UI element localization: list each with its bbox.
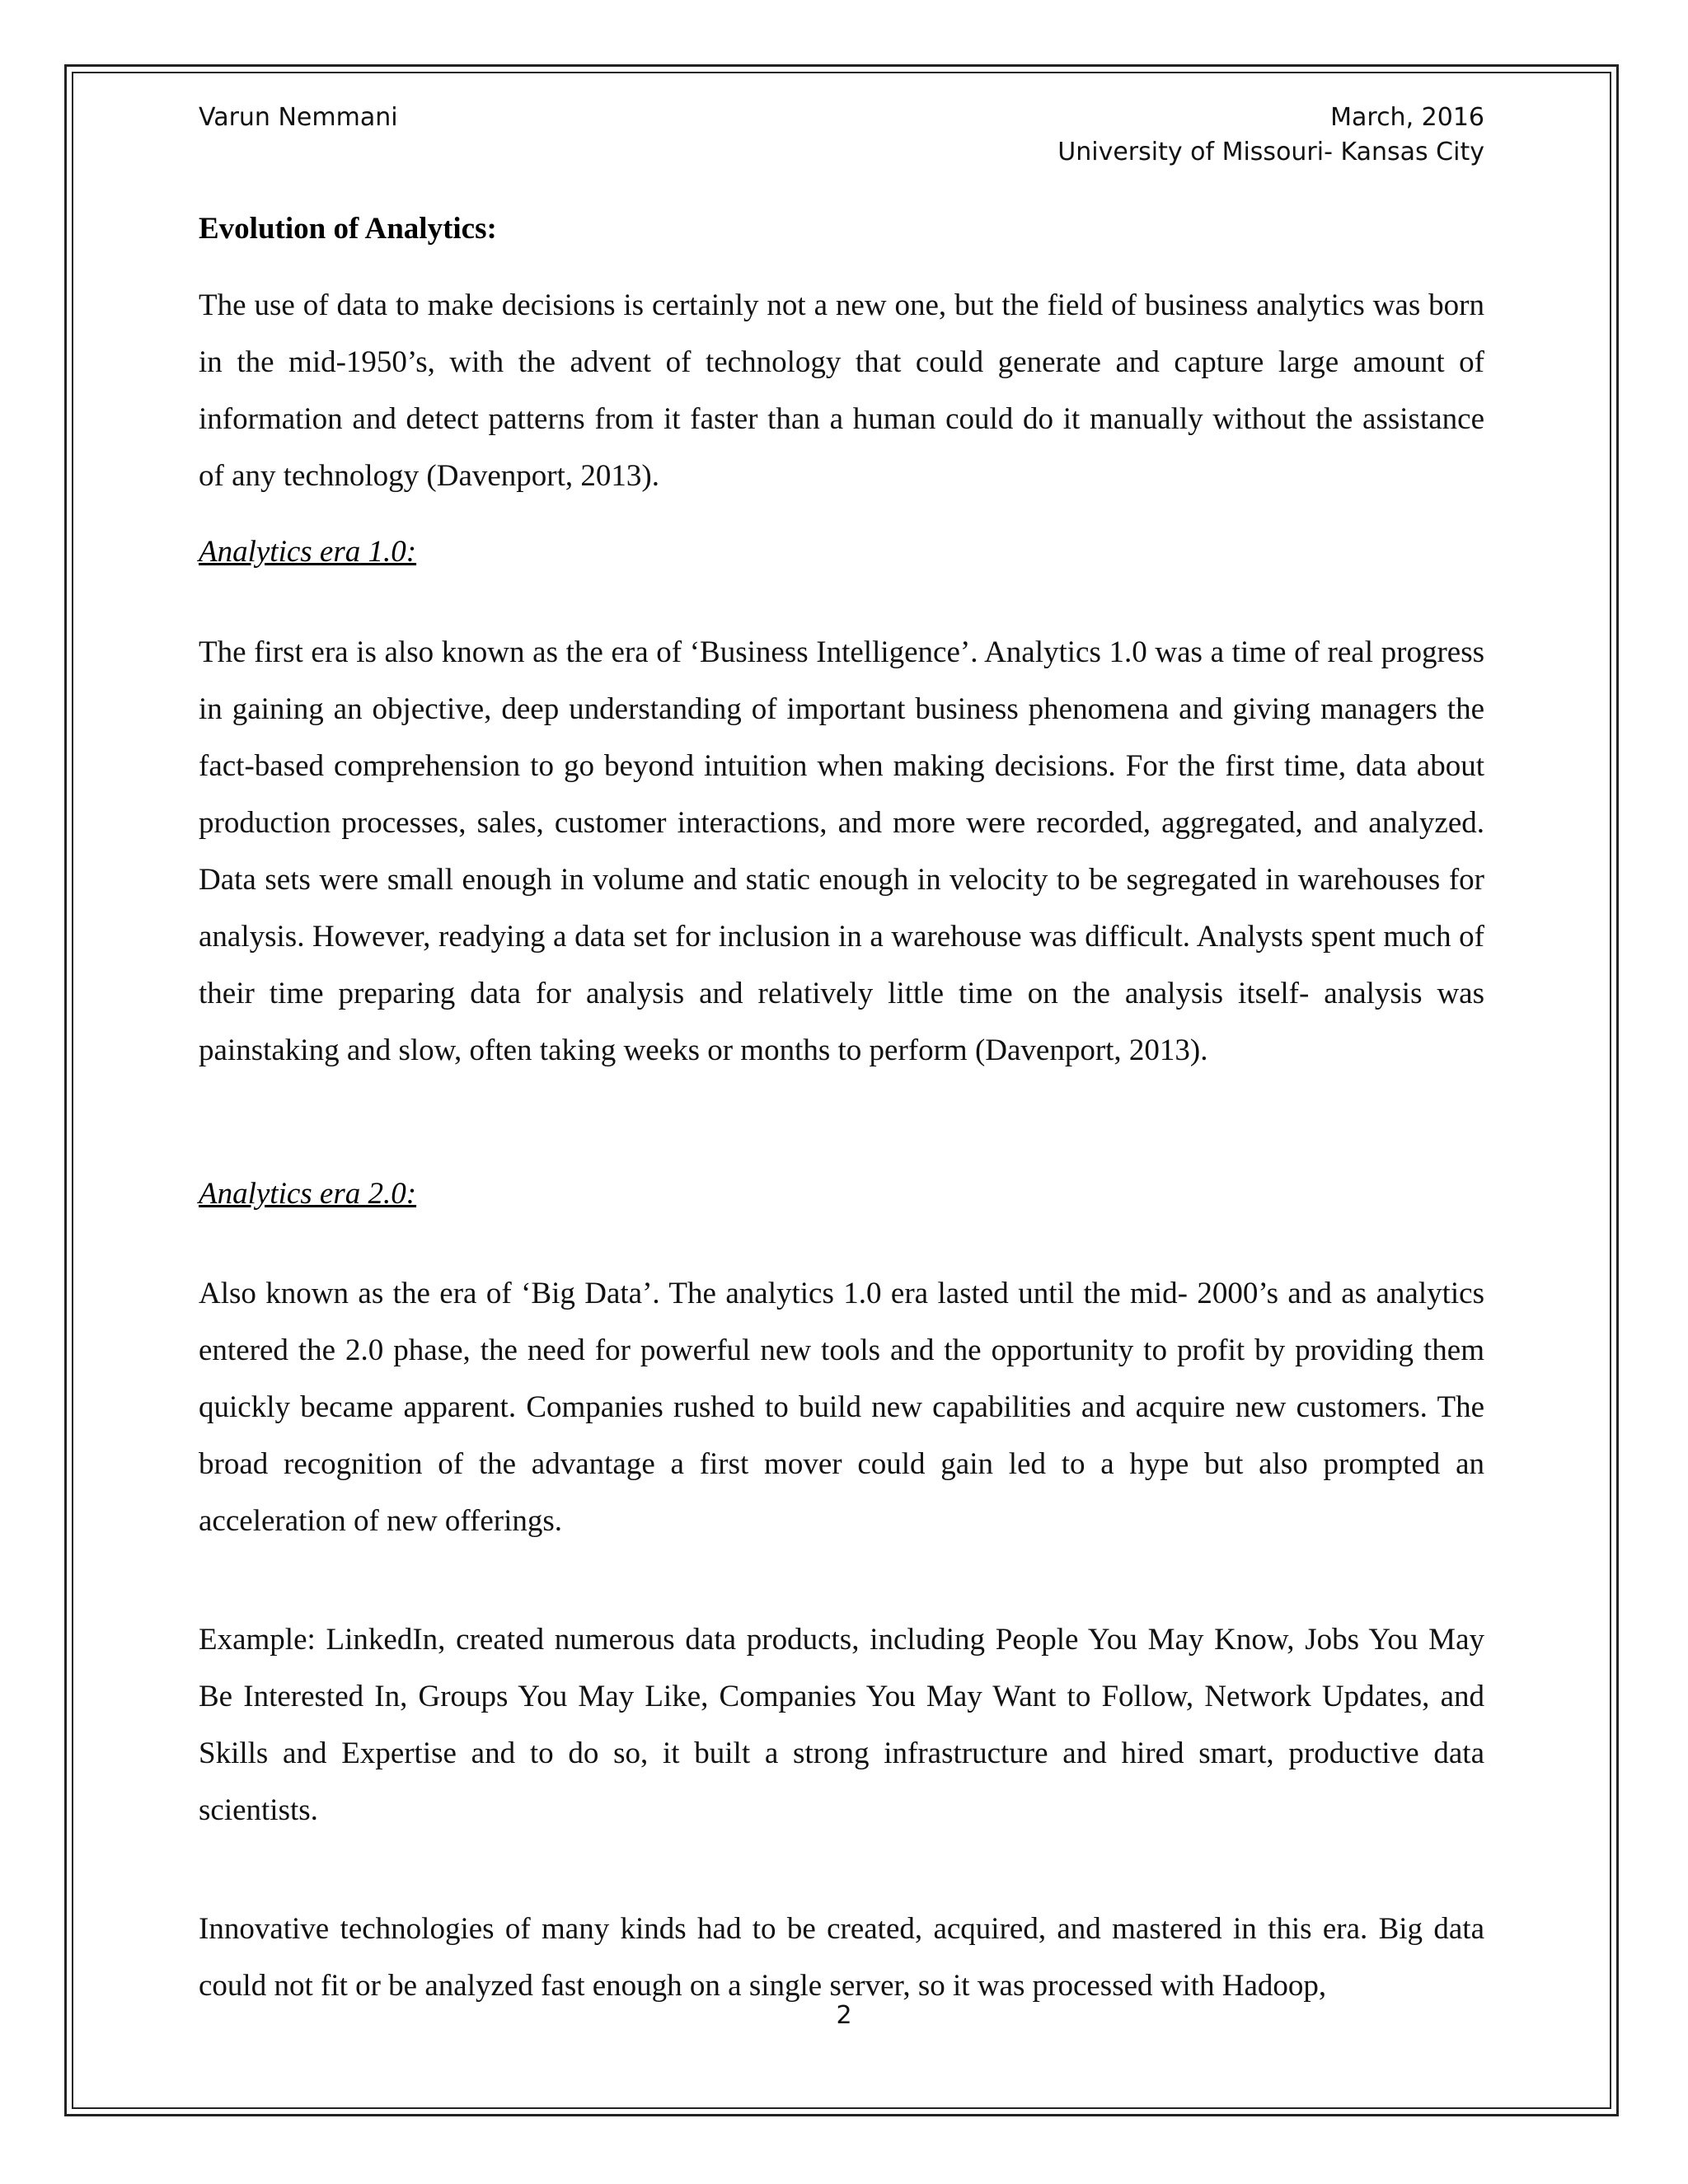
era2-paragraph-1: Also known as the era of ‘Big Data’. The analytics 1.0 era lasted until the mid- 2000’s and as analytics entered the 2.0 phase, the need for powerful new tools and the opportunity to profit by providing them quickly became apparent. Companies rushed to build new capabilities and acquire new customers. The broad recognition of the advantage a first mover could gain led to a hype but also prompted an acceleration of new offerings. (199, 1277, 1484, 1538)
section-title: Evolution of Analytics: (199, 212, 497, 246)
intro-paragraph: The use of data to make decisions is certainly not a new one, but the field of business analytics was born in the mid-1950’s, with the advent of technology that could generate and capture large amount of information and detect patterns from it faster than a human could do it manually without the assistance of any technology (Davenport, 2013). (199, 288, 1484, 493)
header-institution: University of Missouri- Kansas City (1057, 138, 1484, 166)
header-date: March, 2016 (1330, 103, 1484, 132)
page-content (199, 101, 1484, 2003)
page-number: 2 (836, 2001, 852, 2030)
era1-paragraph: The first era is also known as the era of ‘Business Intelligence’. Analytics 1.0 was a time of real progress in gaining an objective, deep understanding of important business phenomena and giving managers the fact-based comprehension to go beyond intuition when making decisions. For the first time, data about production processes, sales, customer interactions, and more were recorded, aggregated, and analyzed. Data sets were small enough in volume and static enough in velocity to be segregated in warehouses for analysis. However, readying a data set for inclusion in a warehouse was difficult. Analysts spent much of their time preparing data for analysis and relatively little time on the analysis itself- analysis was painstaking and slow, often taking weeks or months to perform (Davenport, 2013). (199, 635, 1484, 1067)
author-name: Varun Nemmani (199, 103, 398, 132)
era1-heading: Analytics era 1.0: (199, 535, 417, 569)
era2-paragraph-3: Innovative technologies of many kinds had to be created, acquired, and mastered in this era. Big data could not fit or be analyzed fast enough on a single server, so it was processed with Hadoop, (199, 1912, 1484, 2003)
era2-paragraph-2: Example: LinkedIn, created numerous data products, including People You May Know, Jobs You May Be Interested In, Groups You May Like, Companies You May Want to Follow, Network Updates, and Skills and Expertise and to do so, it built a strong infrastructure and hired smart, productive data scientists. (199, 1623, 1484, 1827)
page-header (199, 101, 1484, 135)
era2-heading: Analytics era 2.0: (199, 1177, 417, 1211)
